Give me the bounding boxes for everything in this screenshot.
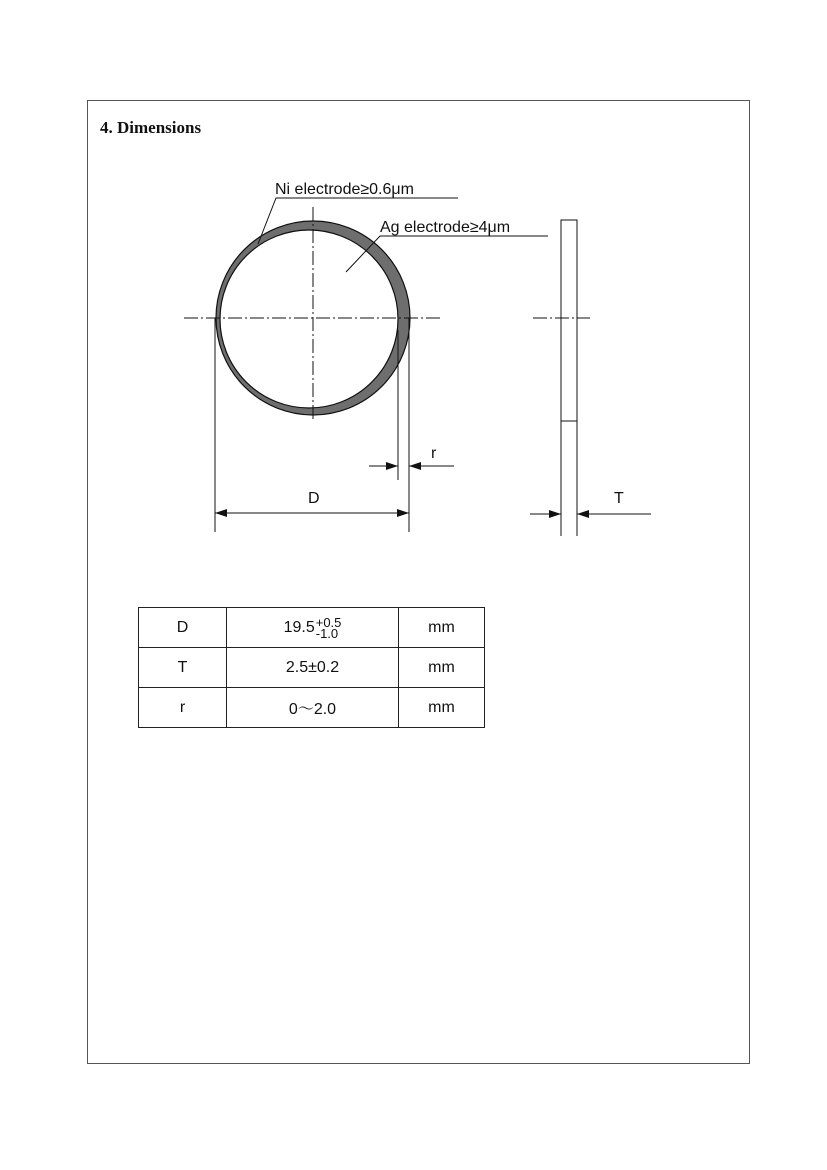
value-cell: 0～2.0 [227, 688, 399, 728]
symbol-cell: D [139, 608, 227, 648]
unit-cell: mm [399, 648, 485, 688]
side-view-body [561, 220, 577, 421]
tolerance-minus: -1.0 [315, 625, 339, 641]
tolerance-plus: +0.5 [315, 614, 342, 630]
section-heading: 4. Dimensions [100, 118, 202, 137]
symbol-cell: r [139, 688, 227, 728]
dimensions-table [138, 607, 485, 728]
ag-electrode-face [220, 230, 398, 408]
symbol-cell: T [139, 648, 227, 688]
ni-electrode-label: Ni electrode≥0.6μm [275, 181, 414, 198]
nominal-value: 19.5 [283, 618, 315, 636]
unit-cell: mm [399, 608, 485, 648]
dim-t-label: T [614, 490, 624, 507]
table-row [139, 648, 485, 688]
ag-electrode-label: Ag electrode≥4μm [380, 219, 511, 236]
table-row [139, 688, 485, 728]
value-cell: 2.5±0.2 [227, 648, 399, 688]
dim-r-label: r [431, 445, 437, 462]
table-row [139, 608, 485, 648]
dim-d-label: D [308, 490, 320, 507]
unit-cell: mm [399, 688, 485, 728]
value-cell [227, 608, 399, 648]
